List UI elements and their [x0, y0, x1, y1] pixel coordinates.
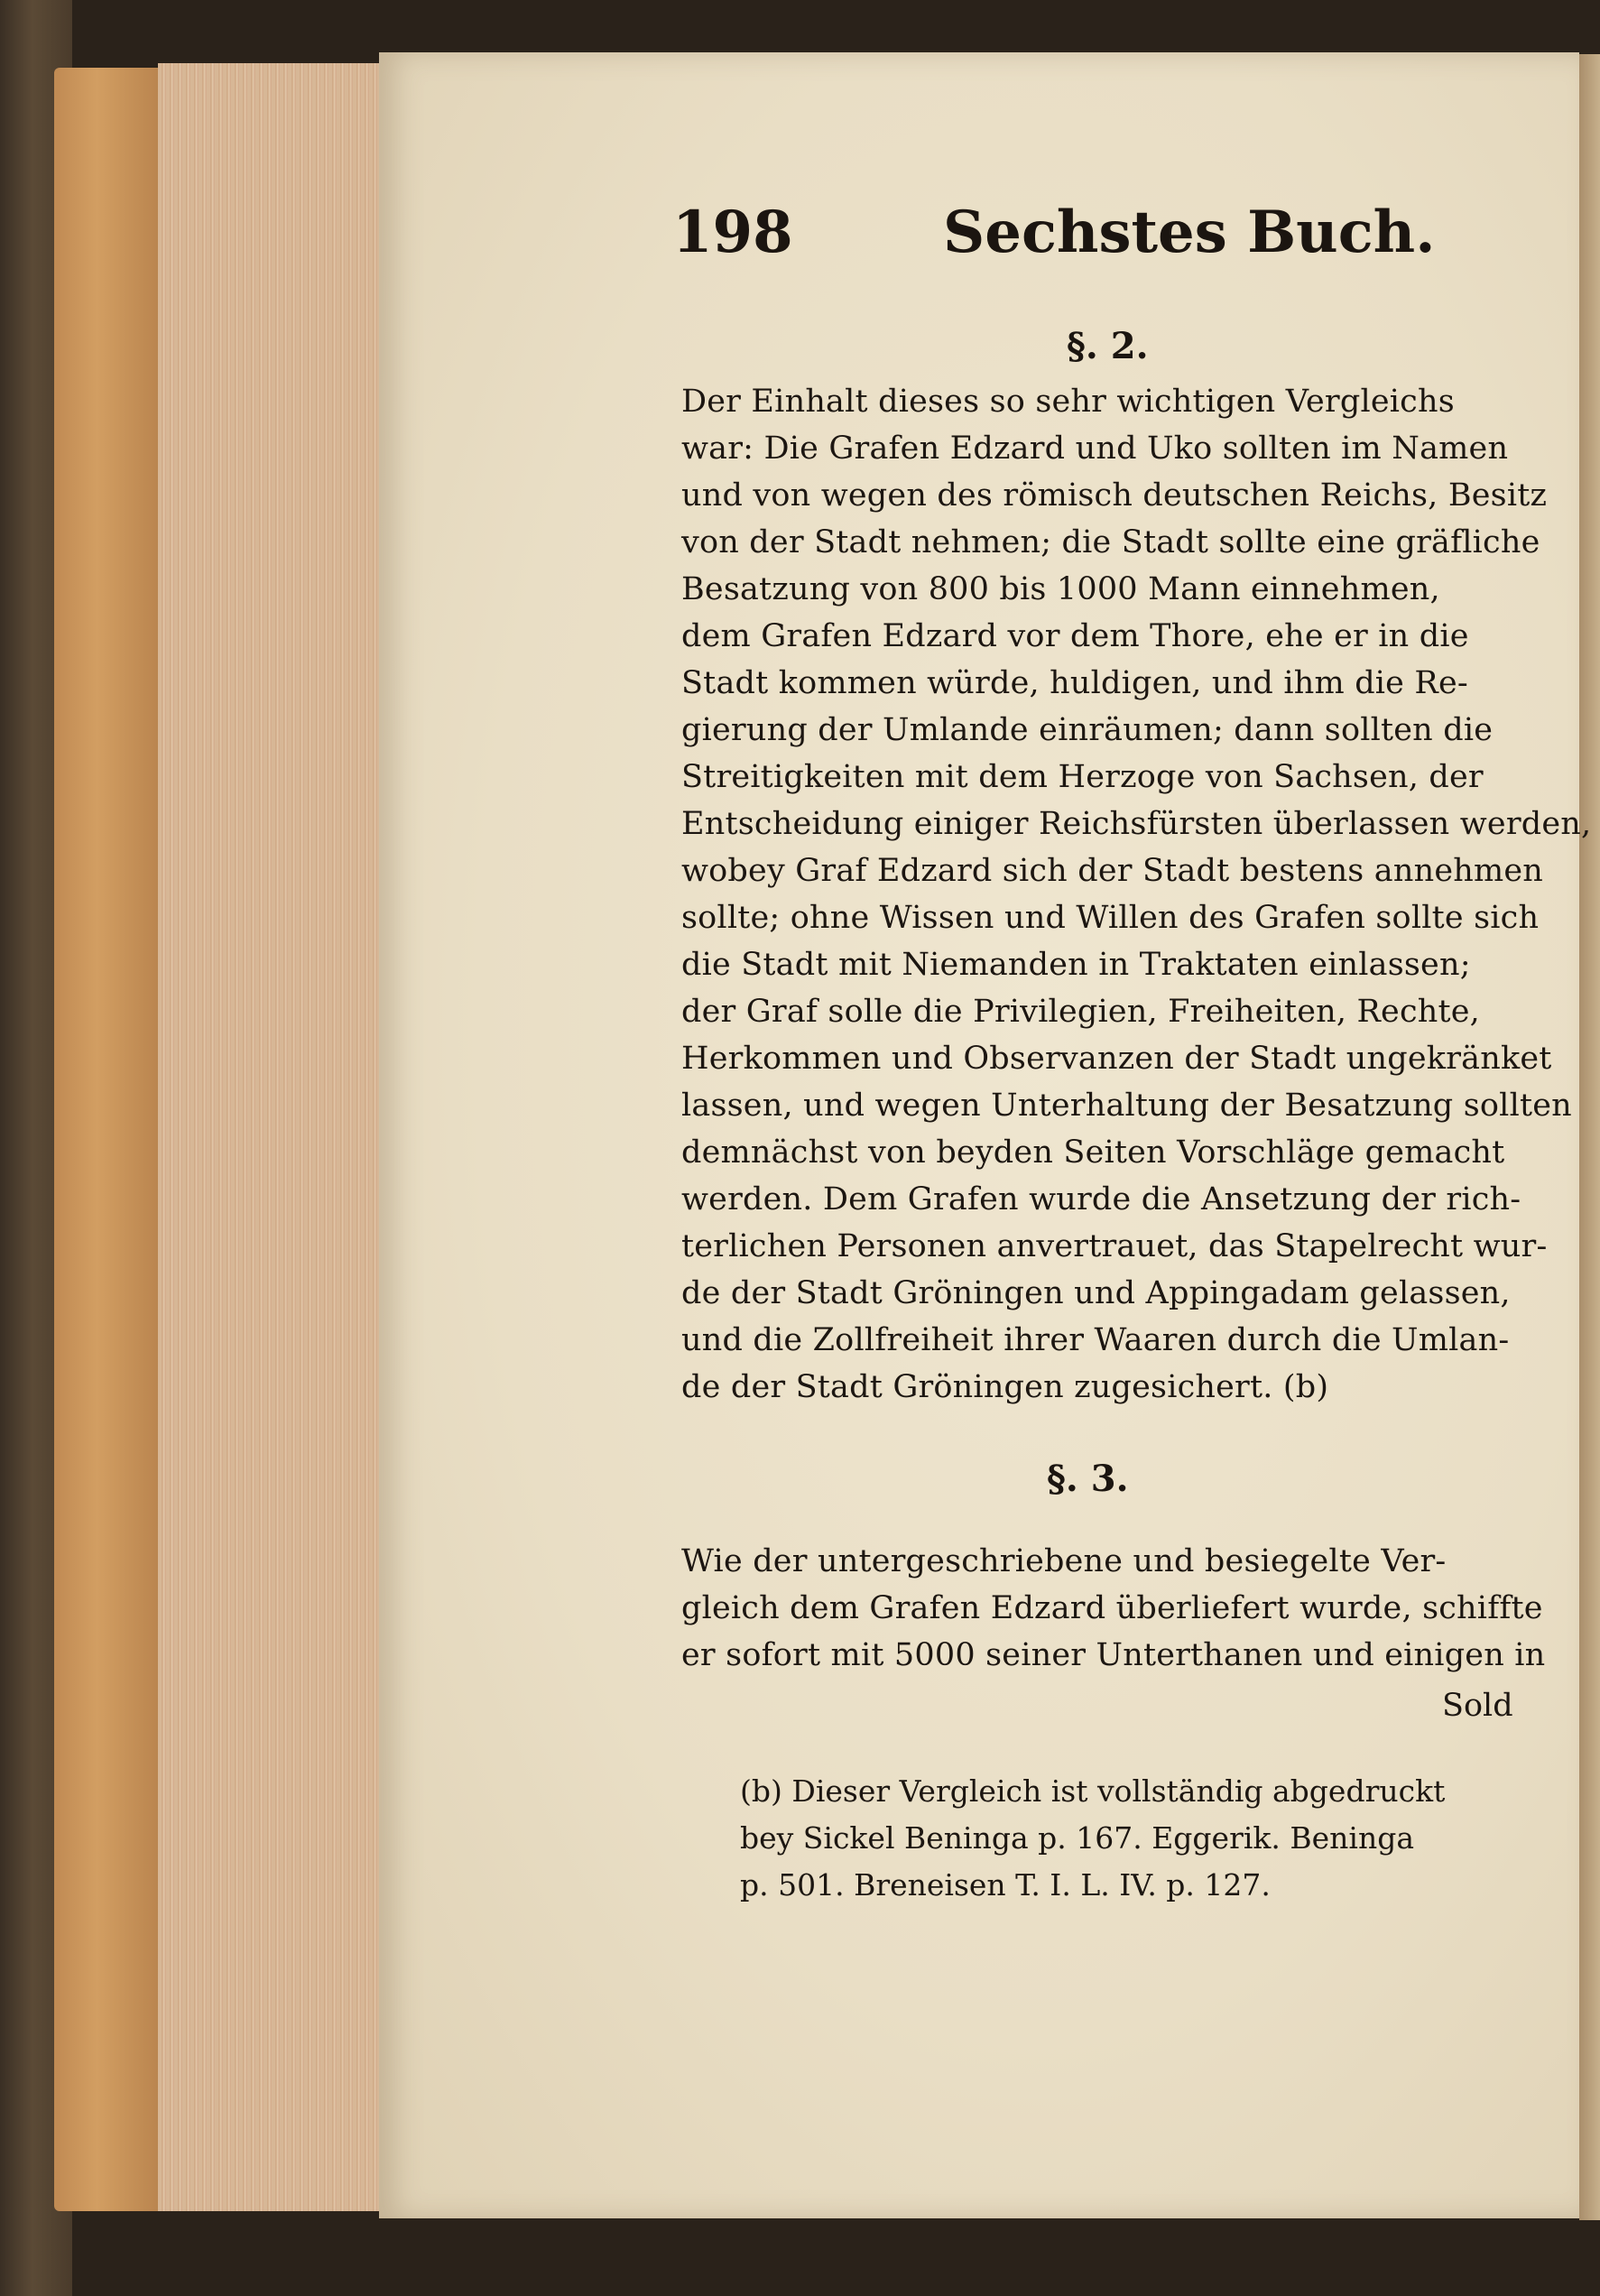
section-heading: §. 2.: [1067, 325, 1149, 367]
text-line: war: Die Grafen Edzard und Uko sollten im Namen: [681, 430, 1509, 467]
facing-page-edge: [1579, 54, 1600, 2220]
text-line: Herkommen und Observanzen der Stadt ungekränket: [681, 1041, 1552, 1077]
section-heading: §. 3.: [1047, 1458, 1129, 1500]
text-line: Entscheidung einiger Reichsfürsten überlassen werden,: [681, 806, 1592, 842]
text-line: p. 501. Breneisen T. I. L. IV. p. 127.: [740, 1867, 1271, 1903]
text-line: er sofort mit 5000 seiner Unterthanen und einigen in: [681, 1637, 1546, 1673]
text-line: (b) Dieser Vergleich ist vollständig abgedruckt: [740, 1773, 1446, 1809]
text-line: Der Einhalt dieses so sehr wichtigen Vergleichs: [681, 384, 1455, 420]
text-line: sollte; ohne Wissen und Willen des Grafen sollte sich: [681, 900, 1540, 936]
text-line: gierung der Umlande einräumen; dann sollten die: [681, 712, 1494, 748]
catchword: Sold: [1442, 1688, 1513, 1724]
page-number: 198: [672, 199, 793, 266]
text-line: de der Stadt Gröningen und Appingadam gelassen,: [681, 1275, 1511, 1311]
page-edges: [158, 63, 381, 2211]
text-line: der Graf solle die Privilegien, Freiheiten, Rechte,: [681, 994, 1481, 1030]
text-line: lassen, und wegen Unterhaltung der Besatzung sollten: [681, 1088, 1572, 1124]
text-line: Stadt kommen würde, huldigen, und ihm die Re-: [681, 665, 1468, 701]
text-line: wobey Graf Edzard sich der Stadt bestens annehmen: [681, 853, 1544, 889]
page-header-title: Sechstes Buch.: [943, 199, 1436, 266]
text-line: und von wegen des römisch deutschen Reichs, Besitz: [681, 477, 1548, 514]
text-line: Streitigkeiten mit dem Herzoge von Sachsen, der: [681, 759, 1484, 795]
text-line: gleich dem Grafen Edzard überliefert wurde, schiffte: [681, 1590, 1543, 1626]
text-line: und die Zollfreiheit ihrer Waaren durch die Umlan-: [681, 1322, 1510, 1358]
book-spine-edge: [54, 68, 161, 2211]
text-line: Besatzung von 800 bis 1000 Mann einnehmen,: [681, 571, 1440, 607]
text-line: von der Stadt nehmen; die Stadt sollte eine gräfliche: [681, 524, 1540, 560]
text-line: bey Sickel Beninga p. 167. Eggerik. Beninga: [740, 1820, 1415, 1856]
text-line: de der Stadt Gröningen zugesichert. (b): [681, 1369, 1329, 1405]
text-line: die Stadt mit Niemanden in Traktaten einlassen;: [681, 947, 1471, 983]
text-line: dem Grafen Edzard vor dem Thore, ehe er in die: [681, 618, 1469, 654]
text-line: terlichen Personen anvertrauet, das Stapelrecht wur-: [681, 1228, 1548, 1264]
text-line: Wie der untergeschriebene und besiegelte Ver-: [681, 1543, 1447, 1579]
text-line: demnächst von beyden Seiten Vorschläge gemacht: [681, 1134, 1505, 1171]
text-line: werden. Dem Grafen wurde die Ansetzung der rich-: [681, 1181, 1521, 1217]
